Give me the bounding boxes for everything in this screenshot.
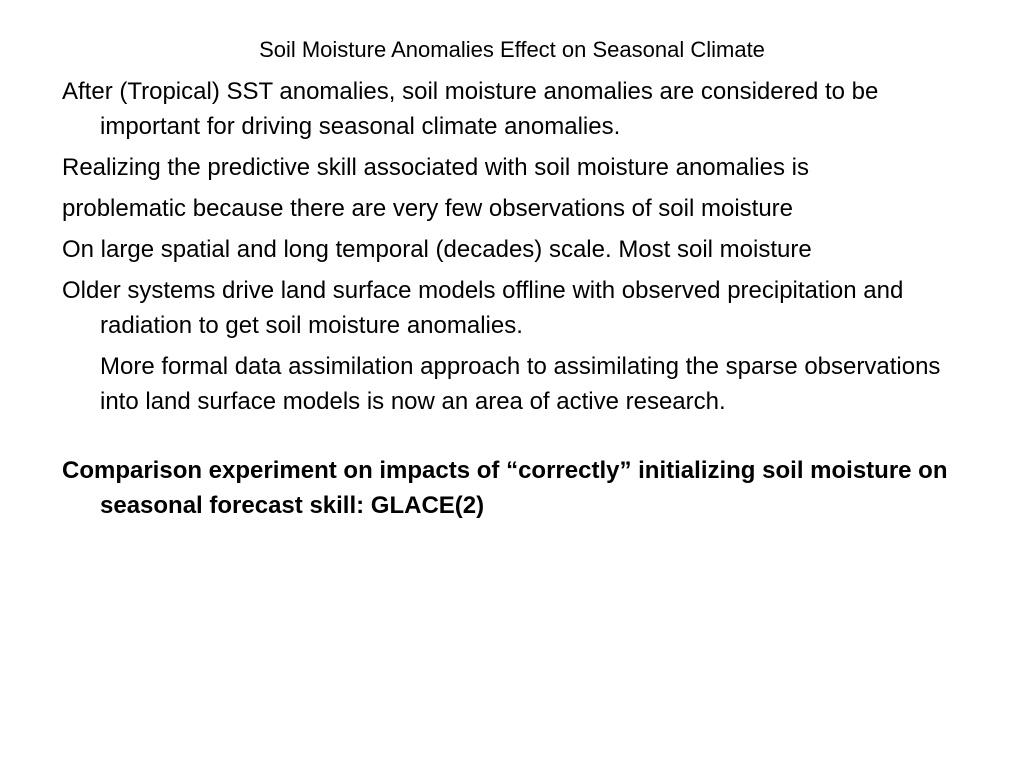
paragraph-predictive-skill: Realizing the predictive skill associated with soil moisture anomalies is bbox=[62, 154, 809, 181]
slide-body bbox=[62, 74, 972, 529]
slide-title: Soil Moisture Anomalies Effect on Seasonal Climate bbox=[259, 37, 765, 62]
paragraph-data-assimilation: More formal data assimilation approach to assimilating the sparse observations into land surface models is now an area of active research. bbox=[100, 353, 941, 415]
paragraph-few-observations: problematic because there are very few observations of soil moisture bbox=[62, 195, 794, 222]
paragraph-older-systems: Older systems drive land surface models offline with observed precipitation and radiation to get soil moisture anomalies. bbox=[62, 277, 904, 339]
paragraph-spatial-temporal-scale: On large spatial and long temporal (decades) scale. Most soil moisture bbox=[62, 236, 812, 263]
paragraph-sst-anomalies: After (Tropical) SST anomalies, soil moisture anomalies are considered to be important for driving seasonal climate anomalies. bbox=[62, 78, 879, 140]
paragraph-glace-comparison: Comparison experiment on impacts of “correctly” initializing soil moisture on seasonal forecast skill: GLACE(2) bbox=[62, 457, 948, 519]
